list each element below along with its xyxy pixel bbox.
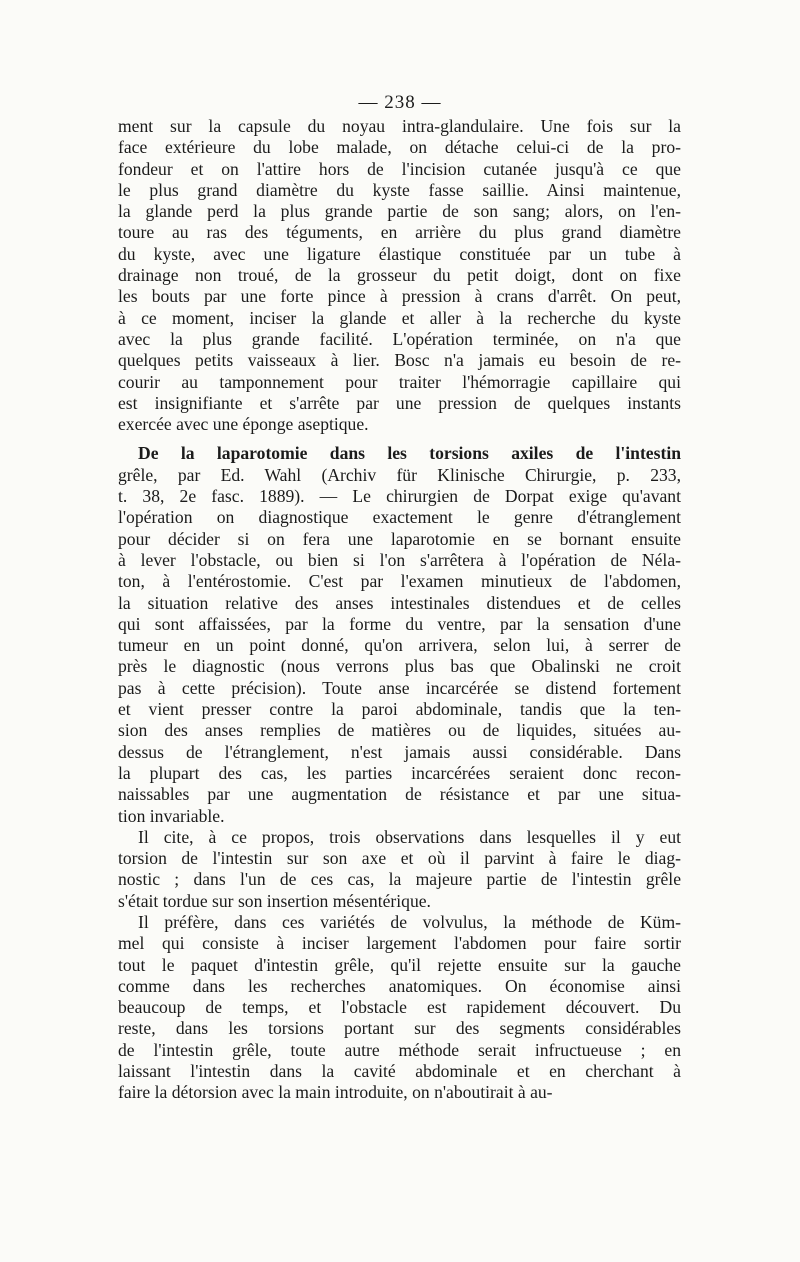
text-line: dessus de l'étranglement, n'est jamais aussi considérable. Dans <box>118 741 681 762</box>
text-line: pour décider si on fera une laparotomie en se bornant ensuite <box>118 528 681 549</box>
text-line: le plus grand diamètre du kyste fasse saillie. Ainsi maintenue, <box>118 179 681 200</box>
text-line: à lever l'obstacle, ou bien si l'on s'arrêtera à l'opération de Néla- <box>118 549 681 570</box>
text-line: du kyste, avec une ligature élastique constituée par un tube à <box>118 243 681 264</box>
text-line: ton, à l'entérostomie. C'est par l'examen minutieux de l'abdomen, <box>118 571 681 592</box>
text-line: pas à cette précision). Toute anse incarcérée se distend fortement <box>118 677 681 698</box>
text-line: la situation relative des anses intestinales distendues et de celles <box>118 592 681 613</box>
text-line: tout le paquet d'intestin grêle, qu'il rejette ensuite sur la gauche <box>118 954 681 975</box>
body-text <box>118 116 681 1104</box>
text-line: laissant l'intestin dans la cavité abdominale et en cherchant à <box>118 1061 681 1082</box>
paragraph <box>118 116 681 435</box>
text-line: les bouts par une forte pince à pression à crans d'arrêt. On peut, <box>118 286 681 307</box>
text-line: De la laparotomie dans les torsions axiles de l'intestin <box>138 443 681 464</box>
text-line: près le diagnostic (nous verrons plus bas que Obalinski ne croit <box>118 656 681 677</box>
text-line: ment sur la capsule du noyau intra-glandulaire. Une fois sur la <box>118 116 681 136</box>
text-line: face extérieure du lobe malade, on détache celui-ci de la pro- <box>118 137 681 158</box>
paragraph <box>118 443 681 826</box>
text-line: exercée avec une éponge aseptique. <box>118 414 369 435</box>
text-line: torsion de l'intestin sur son axe et où il parvint à faire le diag- <box>118 848 681 869</box>
text-line: tion invariable. <box>118 805 225 826</box>
text-line: qui sont affaissées, par la forme du ventre, par la sensation d'une <box>118 613 681 634</box>
paragraph <box>118 827 681 912</box>
text-line: reste, dans les torsions portant sur des segments considérables <box>118 1018 681 1039</box>
text-line: comme dans les recherches anatomiques. On économise ainsi <box>118 975 681 996</box>
text-line: nostic ; dans l'un de ces cas, la majeure partie de l'intestin grêle <box>118 869 681 890</box>
text-line: l'opération on diagnostique exactement le genre d'étranglement <box>118 507 681 528</box>
text-line: Il préfère, dans ces variétés de volvulus, la méthode de Küm- <box>138 911 681 932</box>
text-line: s'était tordue sur son insertion mésentérique. <box>118 890 431 911</box>
text-line: la plupart des cas, les parties incarcérées seraient donc recon- <box>118 762 681 783</box>
text-line: naissables par une augmentation de résistance et par une situa- <box>118 784 681 805</box>
text-line: drainage non troué, de la grosseur du petit doigt, dont on fixe <box>118 265 681 286</box>
text-line: faire la détorsion avec la main introduite, on n'aboutirait à au- <box>118 1082 553 1103</box>
text-line: toure au ras des téguments, en arrière du plus grand diamètre <box>118 222 681 243</box>
text-line: grêle, par Ed. Wahl (Archiv für Klinische Chirurgie, p. 233, <box>118 464 681 485</box>
text-line: t. 38, 2e fasc. 1889). — Le chirurgien de Dorpat exige qu'avant <box>118 486 681 507</box>
text-line: sion des anses remplies de matières ou de liquides, situées au- <box>118 720 681 741</box>
text-line: la glande perd la plus grande partie de son sang; alors, on l'en- <box>118 201 681 222</box>
text-line: beaucoup de temps, et l'obstacle est rapidement découvert. Du <box>118 997 681 1018</box>
paragraph-gap <box>118 435 681 443</box>
text-line: courir au tamponnement pour traiter l'hémorragie capillaire qui <box>118 371 681 392</box>
text-line: tumeur en un point donné, qu'on arrivera, selon lui, à serrer de <box>118 635 681 656</box>
text-line: fondeur et on l'attire hors de l'incision cutanée jusqu'à ce que <box>118 158 681 179</box>
text-line: quelques petits vaisseaux à lier. Bosc n'a jamais eu besoin de re- <box>118 350 681 371</box>
text-line: avec la plus grande facilité. L'opération terminée, on n'a que <box>118 328 681 349</box>
text-line: de l'intestin grêle, toute autre méthode serait infructueuse ; en <box>118 1039 681 1060</box>
text-line: à ce moment, inciser la glande et aller à la recherche du kyste <box>118 307 681 328</box>
paragraph <box>118 912 681 1104</box>
text-line: mel qui consiste à inciser largement l'abdomen pour faire sortir <box>118 933 681 954</box>
text-line: Il cite, à ce propos, trois observations dans lesquelles il y eut <box>138 826 681 847</box>
text-line: est insignifiante et s'arrête par une pression de quelques instants <box>118 392 681 413</box>
text-line: et vient presser contre la paroi abdominale, tandis que la ten- <box>118 699 681 720</box>
page-number: — 238 — <box>358 92 442 113</box>
